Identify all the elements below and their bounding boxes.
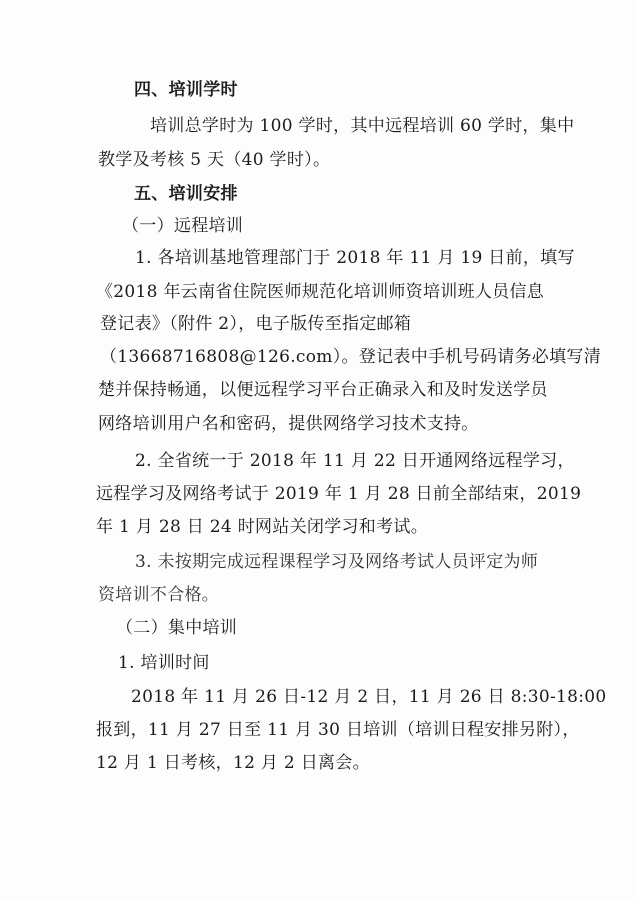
section-heading-training-hours: 四、培训学时 [134, 80, 238, 100]
paragraph-line: 报到，11 月 27 日至 11 月 30 日培训（培训日程安排另附）， [96, 720, 580, 740]
paragraph-line: 2. 全省统一于 2018 年 11 月 22 日开通网络远程学习， [135, 451, 575, 471]
paragraph-line: 培训总学时为 100 学时，其中远程培训 60 学时，集中 [150, 116, 575, 136]
paragraph-line: 远程学习及网络考试于 2019 年 1 月 28 日前全部结束，2019 [96, 484, 582, 504]
paragraph-line: 教学及考核 5 天（40 学时）。 [98, 150, 331, 170]
item-heading-training-time: 1. 培训时间 [118, 653, 210, 673]
section-heading-training-arrangement: 五、培训安排 [134, 184, 238, 204]
paragraph-line: 年 1 月 28 日 24 时网站关闭学习和考试。 [96, 517, 429, 537]
subsection-heading-remote-training: （一）远程培训 [122, 216, 244, 236]
paragraph-line: 1. 各培训基地管理部门于 2018 年 11 月 19 日前，填写 [135, 248, 575, 268]
paragraph-line: 2018 年 11 月 26 日-12 月 2 日，11 月 26 日 8:30-18:00 [131, 687, 607, 707]
paragraph-line: 《2018 年云南省住院医师规范化培训师资培训班人员信息 [96, 282, 545, 302]
paragraph-line: 12 月 1 日考核，12 月 2 日离会。 [96, 753, 370, 773]
paragraph-line: 登记表》（附件 2），电子版传至指定邮箱 [100, 314, 412, 334]
subsection-heading-centralized-training: （二）集中培训 [116, 618, 238, 638]
paragraph-line: 网络培训用户名和密码，提供网络学习技术支持。 [98, 414, 479, 434]
paragraph-line: 资培训不合格。 [98, 585, 220, 605]
paragraph-line: 3. 未按期完成远程课程学习及网络考试人员评定为师 [135, 552, 539, 572]
paragraph-line: 楚并保持畅通，以便远程学习平台正确录入和及时发送学员 [98, 380, 548, 400]
paragraph-line: （13668716808@126.com）。登记表中手机号码请务必填写清 [100, 347, 602, 367]
